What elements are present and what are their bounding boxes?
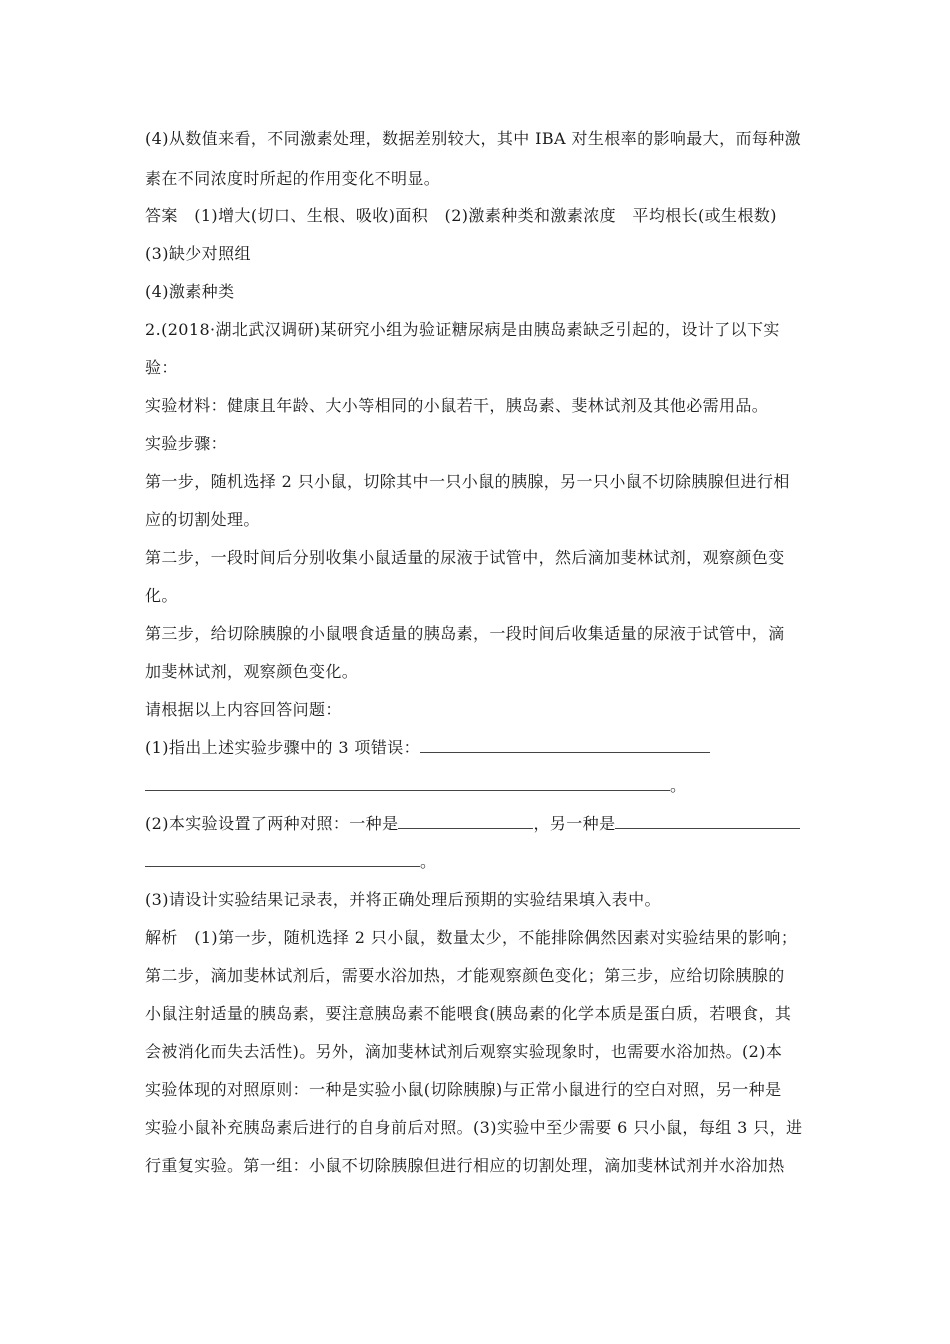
text-line: 第一步，随机选择 2 只小鼠，切除其中一只小鼠的胰腺，另一只小鼠不切除胰腺但进行相	[145, 472, 790, 491]
question-2	[145, 814, 800, 834]
analysis-line: 行重复实验。第一组：小鼠不切除胰腺但进行相应的切割处理，滴加斐林试剂并水浴加热	[145, 1156, 785, 1175]
answer-line: (3)缺少对照组	[145, 244, 251, 263]
question-1-cont	[145, 776, 686, 796]
answer-line: 答案 (1)增大(切口、生根、吸收)面积 (2)激素种类和激素浓度 平均根长(或生根数)	[145, 206, 777, 225]
period: 。	[420, 852, 437, 871]
question-2-text: (2)本实验设置了两种对照：一种是	[145, 814, 399, 833]
text-line: 应的切割处理。	[145, 510, 260, 529]
text-line: 第二步，一段时间后分别收集小鼠适量的尿液于试管中，然后滴加斐林试剂，观察颜色变	[145, 548, 785, 567]
text-line: 实验步骤：	[145, 434, 228, 453]
question-2-text-b: ，另一种是	[533, 814, 616, 833]
analysis-line: 实验小鼠补充胰岛素后进行的自身前后对照。(3)实验中至少需要 6 只小鼠，每组 3 只，进	[145, 1118, 803, 1137]
period: 。	[670, 776, 687, 795]
answer-blank-2b[interactable]	[615, 814, 800, 829]
answer-line: (4)激素种类	[145, 282, 235, 301]
text-line: 加斐林试剂，观察颜色变化。	[145, 662, 359, 681]
question-title: 2.(2018·湖北武汉调研)某研究小组为验证糖尿病是由胰岛素缺乏引起的，设计了以下实	[145, 320, 780, 339]
text-line: (4)从数值来看，不同激素处理，数据差别较大，其中 IBA 对生根率的影响最大，而每种激	[145, 129, 802, 148]
question-1	[145, 738, 710, 758]
analysis-line: 会被消化而失去活性)。另外，滴加斐林试剂后观察实验现象时，也需要水浴加热。(2)本	[145, 1042, 783, 1061]
question-1-text: (1)指出上述实验步骤中的 3 项错误：	[145, 738, 421, 757]
text-line: 素在不同浓度时所起的作用变化不明显。	[145, 169, 441, 188]
text-line: 实验材料：健康且年龄、大小等相同的小鼠若干，胰岛素、斐林试剂及其他必需用品。	[145, 396, 769, 415]
question-2-cont	[145, 852, 436, 872]
analysis-line: 第二步，滴加斐林试剂后，需要水浴加热，才能观察颜色变化；第三步，应给切除胰腺的	[145, 966, 785, 985]
text-line: 验：	[145, 358, 178, 377]
text-line: 请根据以上内容回答问题：	[145, 700, 342, 719]
question-3: (3)请设计实验结果记录表，并将正确处理后预期的实验结果填入表中。	[145, 890, 661, 909]
analysis-line: 解析 (1)第一步，随机选择 2 只小鼠，数量太少，不能排除偶然因素对实验结果的影响；	[145, 928, 798, 947]
analysis-line: 实验体现的对照原则：一种是实验小鼠(切除胰腺)与正常小鼠进行的空白对照，另一种是	[145, 1080, 782, 1099]
answer-blank-1[interactable]	[420, 738, 710, 753]
text-line: 化。	[145, 586, 178, 605]
answer-blank-2c[interactable]	[145, 852, 420, 867]
answer-blank-1b[interactable]	[145, 776, 670, 791]
answer-blank-2a[interactable]	[398, 814, 533, 829]
analysis-line: 小鼠注射适量的胰岛素，要注意胰岛素不能喂食(胰岛素的化学本质是蛋白质，若喂食，其	[145, 1004, 792, 1023]
text-line: 第三步，给切除胰腺的小鼠喂食适量的胰岛素，一段时间后收集适量的尿液于试管中，滴	[145, 624, 785, 643]
